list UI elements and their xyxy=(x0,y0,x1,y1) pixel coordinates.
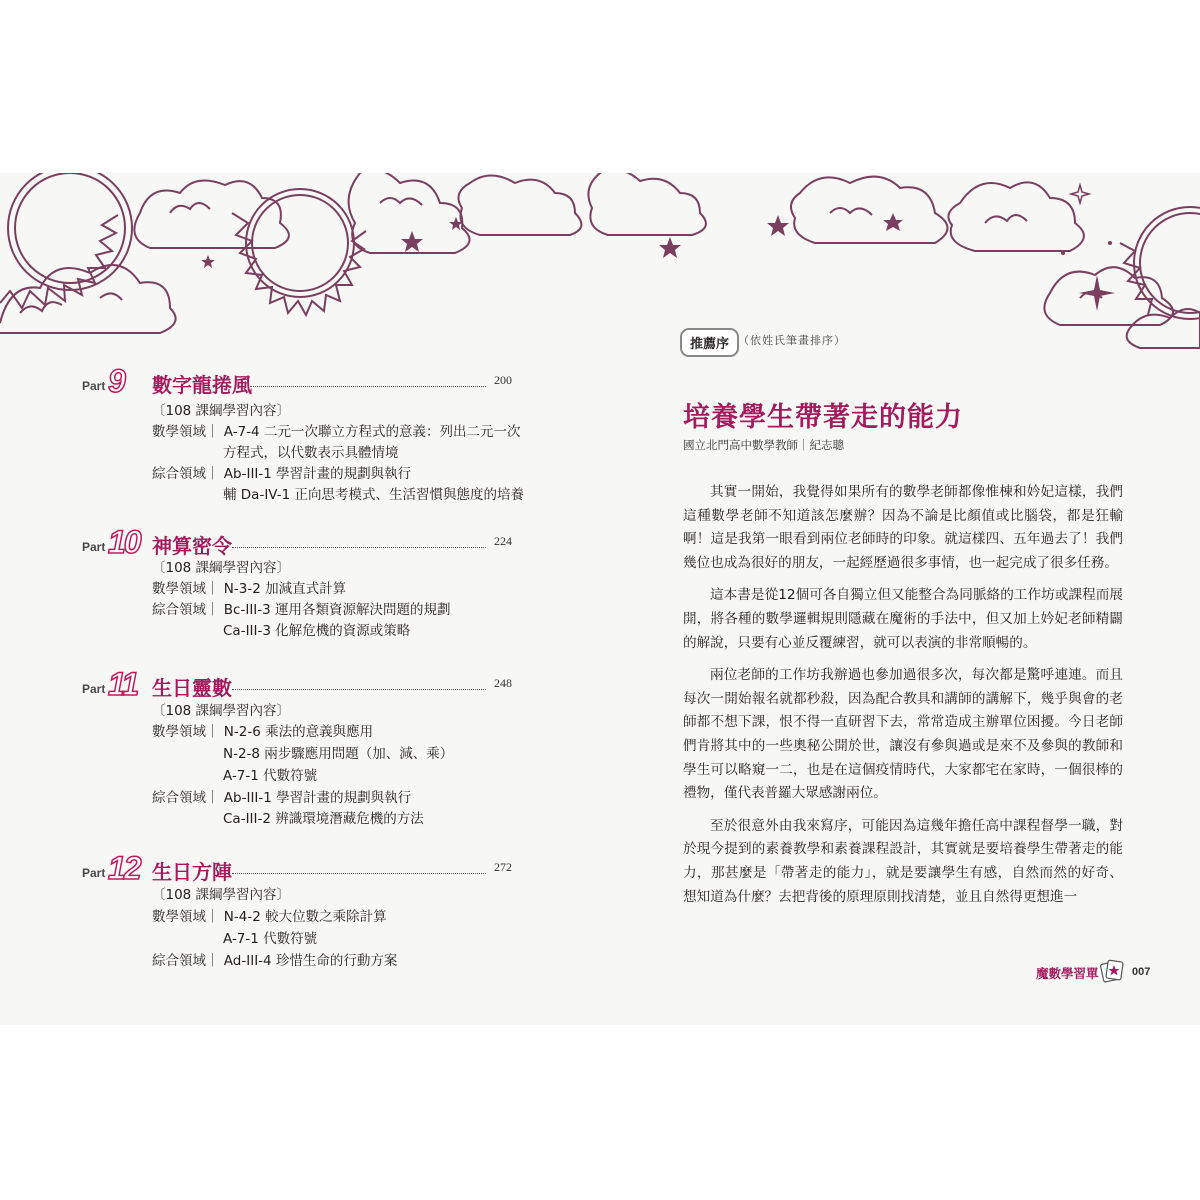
paragraph: 至於很意外由我來寫序，可能因為這幾年擔任高中課程督學一職，對於現今提到的素養教學和素養課程設計，其實就是要培養學生帶著走的能力，那甚麼是「帶著走的能力」，就是要讓學生有感，自然而然的好奇、想知道為什麼？去把背後的原理原則找清楚，並且自然得更想進一 xyxy=(683,817,1123,905)
celestial-decoration xyxy=(0,173,1200,513)
part-title: 生日靈數 xyxy=(152,676,232,700)
sun-icon xyxy=(1120,207,1200,319)
curriculum-heading: 〔108 課綱學習內容〕 xyxy=(152,703,291,719)
curriculum-line: Ca-III-3 化解危機的資源或策略 xyxy=(223,623,411,639)
book-title-footer: 魔數學習單 xyxy=(1036,966,1099,981)
curriculum-line: Ca-III-2 辨識環境潛藏危機的方法 xyxy=(223,811,424,827)
toc-part-12[interactable] xyxy=(82,850,522,969)
preface-body xyxy=(683,481,1123,918)
dot-leader xyxy=(232,689,486,690)
dot-leader xyxy=(250,386,486,387)
curriculum-heading: 〔108 課綱學習內容〕 xyxy=(152,887,291,903)
toc-part-10[interactable] xyxy=(82,524,522,639)
star-icon xyxy=(659,237,681,258)
toc-part-heading xyxy=(82,850,522,890)
curriculum-line: 綜合領域｜ Ab-III-1 學習計畫的規劃與執行 xyxy=(152,790,412,806)
preface-tag: 推薦序 xyxy=(680,328,739,357)
star-icon xyxy=(767,215,789,236)
preface-title: 培養學生帶著走的能力 xyxy=(683,402,963,433)
sparkle-icon xyxy=(1071,185,1089,203)
part-title: 數字龍捲風 xyxy=(152,373,252,397)
page-number: 248 xyxy=(494,676,512,690)
preface-order-note: （依姓氏筆畫排序） xyxy=(738,334,846,347)
curriculum-line: A-7-1 代數符號 xyxy=(223,768,318,784)
star-icon xyxy=(401,231,423,252)
part-number: 11 xyxy=(108,666,138,702)
curriculum-line: 數學領域｜ A-7-4 二元一次聯立方程式的意義：列出二元一次 xyxy=(152,424,521,440)
curriculum-heading: 〔108 課綱學習內容〕 xyxy=(152,403,291,419)
toc-part-heading xyxy=(82,666,522,706)
sun-icon xyxy=(232,189,366,315)
curriculum-line: 綜合領域｜ Ab-III-1 學習計畫的規劃與執行 xyxy=(152,466,412,482)
star-cards-icon xyxy=(1099,958,1125,984)
cloud-icon xyxy=(458,176,581,236)
curriculum-line: 數學領域｜ N-2-6 乘法的意義與應用 xyxy=(152,724,374,740)
page-number: 272 xyxy=(494,860,512,874)
dot-leader xyxy=(232,873,486,874)
sparkle-icon xyxy=(1079,275,1115,311)
part-title: 神算密令 xyxy=(152,534,232,558)
curriculum-line: 輔 Da-IV-1 正向思考模式、生活習慣與態度的培養 xyxy=(223,487,525,503)
cloud-icon xyxy=(791,177,948,243)
curriculum-line: N-2-8 兩步驟應用問題（加、減、乘） xyxy=(223,746,454,762)
part-title: 生日方陣 xyxy=(152,860,232,884)
curriculum-line: 綜合領域｜ Bc-III-3 運用各類資源解決問題的規劃 xyxy=(152,602,451,618)
paragraph: 這本書是從12個可各自獨立但又能整合為同脈絡的工作坊或課程而展開，將各種的數學邏輯規則隱藏在魔術的手法中，但又加上妗妃老師精闢的解說，只要有心並反覆練習，就可以表演的非常順暢的。 xyxy=(683,587,1123,651)
toc-part-heading xyxy=(82,363,522,403)
curriculum-line: 綜合領域｜ Ad-III-4 珍惜生命的行動方案 xyxy=(152,953,398,969)
part-number: 12 xyxy=(108,850,140,886)
page-number-footer: 007 xyxy=(1132,966,1151,978)
curriculum-line: 方程式，以代數表示具體情境 xyxy=(223,445,399,461)
star-icon xyxy=(201,255,215,268)
cloud-icon xyxy=(134,181,289,249)
cloud-icon xyxy=(1127,309,1200,348)
part-label: Part xyxy=(82,540,106,554)
part-label: Part xyxy=(82,866,106,880)
sun-icon xyxy=(0,173,132,308)
toc-part-9[interactable] xyxy=(82,363,525,503)
toc-part-heading xyxy=(82,524,522,564)
page-number: 224 xyxy=(494,534,512,548)
page-number: 200 xyxy=(494,373,512,387)
preface-author: 國立北門高中數學教師｜紀志聰 xyxy=(683,438,844,452)
part-label: Part xyxy=(82,682,106,696)
cloud-icon xyxy=(588,173,705,235)
part-number: 10 xyxy=(108,524,140,560)
paragraph: 其實一開始，我覺得如果所有的數學老師都像惟棟和妗妃這樣，我們這種數學老師不知道該怎麼辦？因為不論是比顏值或比腦袋，都是狂輸啊！這是我第一眼看到兩位老師時的印象。就這樣四、五年過去了！我們幾位也成為很好的朋友，一起經歷過很多事情，也一起完成了很多任務。 xyxy=(683,484,1123,571)
curriculum-line: 數學領域｜ N-4-2 較大位數之乘除計算 xyxy=(152,909,387,925)
cloud-icon xyxy=(948,182,1083,251)
paragraph: 兩位老師的工作坊我辦過也參加過很多次，每次都是驚呼連連。而且每次一開始報名就都秒殺，因為配合教具和講師的講解下，幾乎與會的老師都不想下課，恨不得一直研習下去，常常造成主辦單位困擾。今日老師們肯將其中的一些奧秘公開於世，讓沒有參與過或是來不及參與的教師和學生可以略窺一二，也是在這個疫情時代，大家都宅在家時，一個很棒的禮物，僅代表普羅大眾感謝兩位。 xyxy=(683,667,1123,802)
curriculum-line: A-7-1 代數符號 xyxy=(223,931,318,947)
curriculum-heading: 〔108 課綱學習內容〕 xyxy=(152,560,291,576)
toc-part-11[interactable] xyxy=(82,666,522,827)
dot-leader xyxy=(232,547,486,548)
book-spread xyxy=(0,173,1200,1025)
part-label: Part xyxy=(82,379,106,393)
part-number: 9 xyxy=(108,363,124,399)
curriculum-line: 數學領域｜ N-3-2 加減直式計算 xyxy=(152,581,347,597)
star-icon xyxy=(883,213,903,231)
